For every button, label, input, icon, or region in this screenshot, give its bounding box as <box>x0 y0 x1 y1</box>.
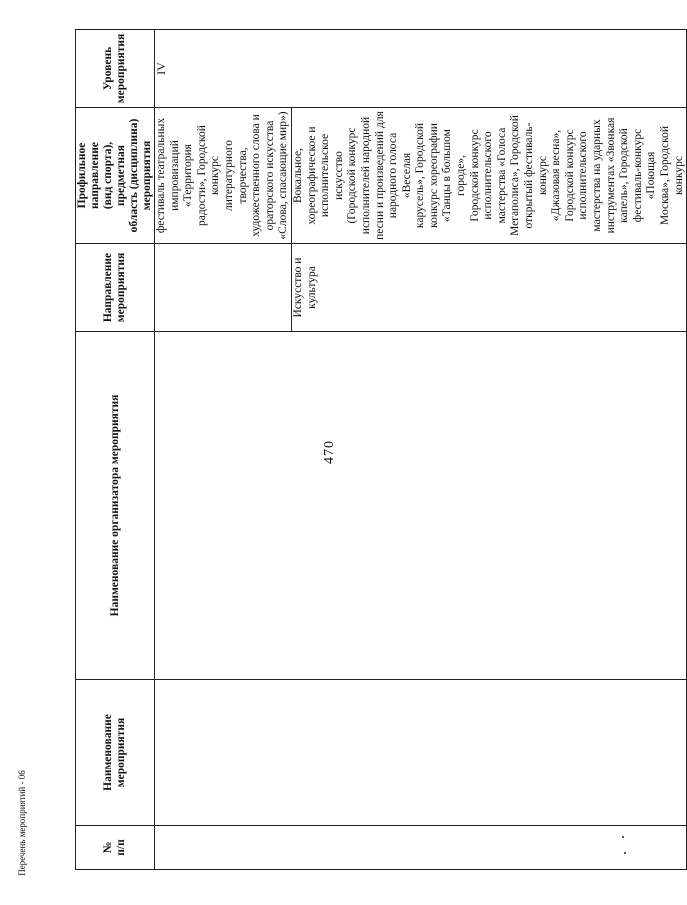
header-level: Уровень мероприятия <box>76 30 155 108</box>
header-event-name: Наименование мероприятия <box>76 680 155 826</box>
table-header-row <box>76 30 155 870</box>
cell-direction: Искусство и культура <box>291 244 686 332</box>
cell-organizer <box>155 332 687 680</box>
cell-profile-top: фестиваль театральных импровизаций «Территория радости», Городской конкурс литературного творчества, художественного слова и ораторского искусства «Слова, спасающие мир») <box>155 108 292 244</box>
page-number: 470 <box>322 440 337 464</box>
cell-num <box>155 826 687 870</box>
cell-event-name <box>155 680 687 826</box>
footer-document-title: Перечень мероприятий - 06 <box>17 770 27 876</box>
cell-level: IV <box>155 30 687 108</box>
cell-direction-top <box>155 244 292 332</box>
table-row <box>155 30 292 870</box>
header-num: № п/п <box>76 826 155 870</box>
header-organizer: Наименование организатора мероприятия <box>76 332 155 680</box>
header-direction: Направление мероприятия <box>76 244 155 332</box>
header-profile: Профильное направление (вид спорта), предметная область (дисциплина) мероприятия <box>76 108 155 244</box>
events-table <box>75 29 687 870</box>
cell-profile: Вокальное, хореографическое и исполнительское искусство (Городской конкурс исполнителей народной песни и произведений для народного голоса «Веселая карусель», Городской конкурс хореографии «Танцы в большом городе», Городской конкурс исполнительского мастерства «Голоса Мегаполиса», Городской открытый фестиваль-конкурс «Джазовая весна», Городской конкурс исполнительского мастерства на ударных инструментах «Звонкая капель», Городской фестиваль-конкурс «Поющая Москва», Городской конкурс <box>291 108 686 244</box>
events-table-rotated <box>75 30 685 870</box>
